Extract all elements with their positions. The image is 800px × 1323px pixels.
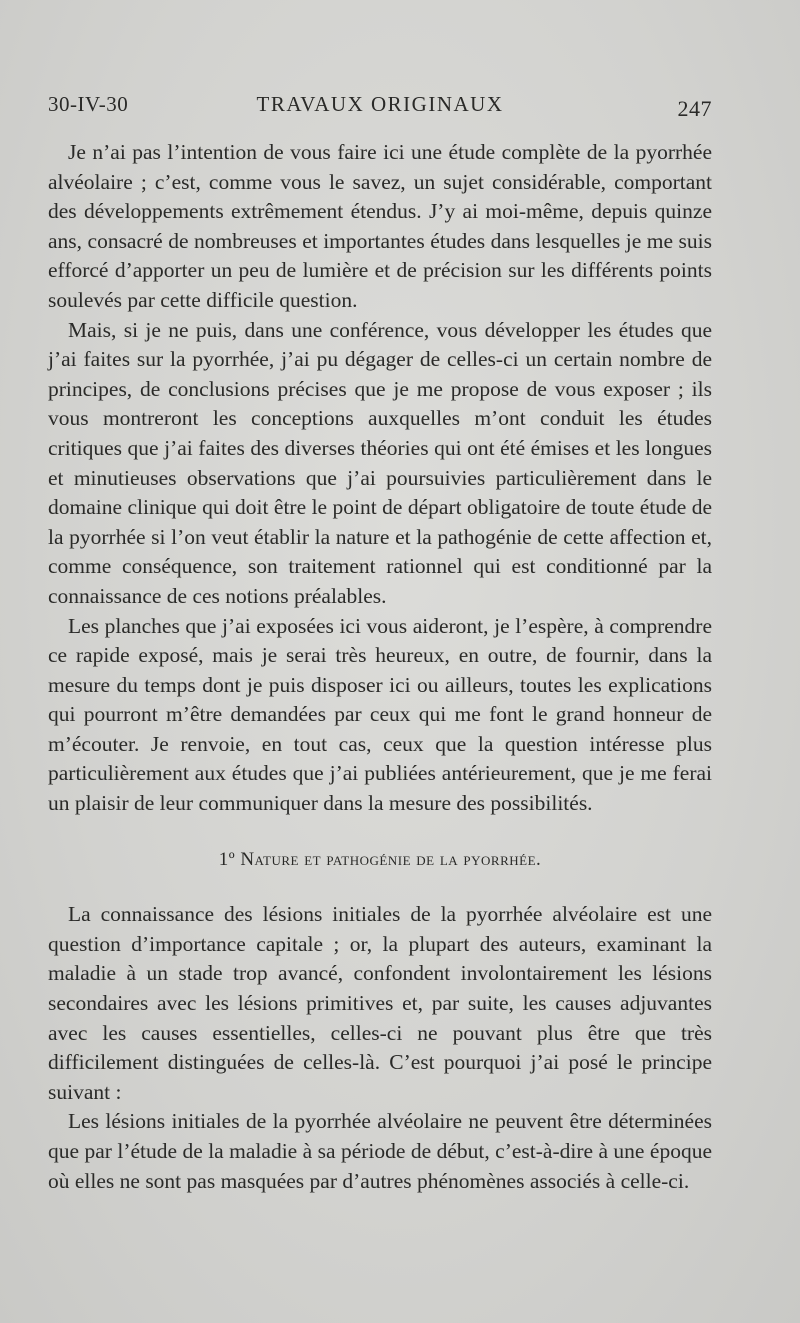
paragraph: Les lésions initiales de la pyorrhée alvéolaire ne peuvent être déterminées que par l’étude de la maladie à sa période de début, c’est-à-dire à une époque où elles ne sont pas masquées par d’autres phénomènes associés à celle-ci. xyxy=(48,1109,712,1193)
paragraph: Mais, si je ne puis, dans une conférence, vous développer les études que j’ai faites sur la pyorrhée, j’ai pu dégager de celles-ci un certain nombre de principes, de conclusions précises que je me propose de vous exposer ; ils vous montreront les conceptions auxquelles m’ont conduit les études critiques que j’ai faites des diverses théories qui ont été émises et les longues et minutieuses observations que j’ai poursuivies particulièrement dans le domaine clinique qui doit être le point de départ obligatoire de toute étude de la pyorrhée si l’on veut établir la nature et la pathogénie de cette affection et, comme conséquence, son traitement rationnel qui est conditionné par la connaissance de ces notions préalables. xyxy=(48,317,712,608)
running-header xyxy=(48,92,712,122)
body-text xyxy=(48,138,712,1196)
section-heading: 1º Nature et pathogénie de la pyorrhée. xyxy=(218,848,542,870)
paragraph: Je n’ai pas l’intention de vous faire ici une étude complète de la pyorrhée alvéolaire ; c’est, comme vous le savez, un sujet considérable, comportant des développements extrêmement étendus. J’y ai moi-même, depuis quinze ans, consacré de nombreuses et importantes études dans lesquelles je me suis efforcé d’apporter un peu de lumière et de précision sur les différents points soulevés par cette difficile question. xyxy=(48,140,712,312)
header-date: 30-IV-30 xyxy=(48,92,129,116)
header-title: TRAVAUX ORIGINAUX xyxy=(256,92,504,116)
paragraph: La connaissance des lésions initiales de la pyorrhée alvéolaire est une question d’importance capitale ; or, la plupart des auteurs, examinant la maladie à un stade trop avancé, confondent involontairement les lésions secondaires avec les lésions primitives et, par suite, les causes adjuvantes avec les causes essentielles, celles-ci ne pouvant plus être que très difficilement distinguées de celles-là. C’est pourquoi j’ai posé le principe suivant : xyxy=(48,902,712,1104)
page-number: 247 xyxy=(677,96,712,121)
paragraph: Les planches que j’ai exposées ici vous aideront, je l’espère, à comprendre ce rapide exposé, mais je serai très heureux, en outre, de fournir, dans la mesure du temps dont je puis disposer ici ou ailleurs, toutes les explications qui pourront m’être demandées par ceux qui me font le grand honneur de m’écouter. Je renvoie, en tout cas, ceux que la question intéresse plus particulièrement aux études que j’ai publiées antérieurement, que je me ferai un plaisir de leur communiquer dans la mesure des possibilités. xyxy=(48,613,712,816)
